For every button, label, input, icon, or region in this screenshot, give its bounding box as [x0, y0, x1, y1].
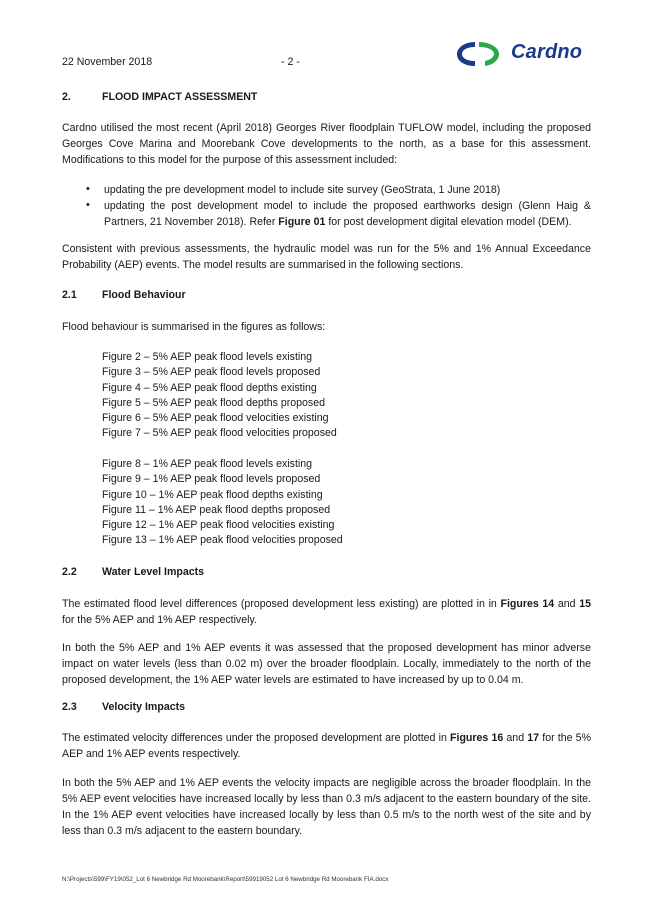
list-item: Figure 13 – 1% AEP peak flood velocities proposed — [102, 534, 343, 547]
section-2-3-title: Velocity Impacts — [102, 701, 186, 713]
bullet-item-1: updating the pre development model to include site survey (GeoStrata, 1 June 2018) — [104, 184, 501, 196]
list-item: Figure 11 – 1% AEP peak flood depths proposed — [102, 503, 331, 516]
section-2-intro: Cardno utilised the most recent (April 2018) Georges River floodplain TUFLOW model, including the proposed Georges Cove Marina and Moorebank Cove developments to the north, as a base for this assessment. Modifications to this model for the purpose of this assessment included: — [62, 122, 591, 166]
section-2-3-number: 2.3 — [62, 701, 77, 713]
list-item: Figure 4 – 5% AEP peak flood depths existing — [102, 381, 317, 394]
cardno-logo — [455, 38, 615, 70]
bullet-icon: • — [86, 199, 90, 211]
list-item: Figure 8 – 1% AEP peak flood levels existing — [102, 458, 313, 470]
list-item: Figure 12 – 1% AEP peak flood velocities existing — [102, 519, 335, 532]
section-2-para-2: Consistent with previous assessments, the hydraulic model was run for the 5% and 1% Annual Exceedance Probability (AEP) events. The model results are summarised in the following sections. — [62, 243, 591, 271]
list-item: Figure 3 – 5% AEP peak flood levels proposed — [102, 366, 321, 379]
section-2-number: 2. — [62, 91, 71, 103]
list-item: Figure 2 – 5% AEP peak flood levels existing — [102, 351, 313, 363]
section-2-2-para-2: In both the 5% AEP and 1% AEP events it was assessed that the proposed development has minor adverse impact on water levels (less than 0.02 m) over the broader floodplain. Locally, immediately to the north of the proposed development, the 1% AEP water levels are estimated to have increased by up to 0.04 m. — [62, 642, 591, 686]
bullet-icon: • — [86, 183, 90, 195]
logo-wordmark: Cardno — [511, 41, 583, 63]
list-item: Figure 7 – 5% AEP peak flood velocities proposed — [102, 427, 337, 440]
section-2-1-number: 2.1 — [62, 289, 77, 301]
page-number: - 2 - — [281, 56, 300, 68]
bullet-item-2: updating the post development model to include the proposed earthworks design (Glenn Haig & Partners, 21 November 2018). Refer Figure 01 for post development digital elevation model (DEM). — [104, 200, 591, 228]
list-item: Figure 5 – 5% AEP peak flood depths proposed — [102, 396, 326, 409]
section-2-3-para-2: In both the 5% AEP and 1% AEP events the velocity impacts are negligible across the broader floodplain. In the 5% AEP event velocities have increased locally by less than 0.3 m/s adjacent to the eastern boundary of the site. In the 1% AEP event velocities have increased locally by less than 0.5 m/s to the north west of the site and by less than 0.3 m/s adjacent to the eastern boundary. — [62, 777, 591, 837]
figure-list-5pct — [102, 350, 337, 442]
section-2-3-para-1: The estimated velocity differences under the proposed development are plotted in Figures 16 and 17 for the 5% AEP and 1% AEP events respectively. — [62, 732, 591, 760]
list-item: Figure 9 – 1% AEP peak flood levels proposed — [102, 473, 321, 486]
section-2-title: FLOOD IMPACT ASSESSMENT — [102, 91, 258, 103]
list-item: Figure 6 – 5% AEP peak flood velocities existing — [102, 412, 329, 425]
list-item: Figure 10 – 1% AEP peak flood depths existing — [102, 488, 323, 501]
section-2-2-para-1: The estimated flood level differences (proposed development less existing) are plotted in in Figures 14 and 15 for the 5% AEP and 1% AEP respectively. — [62, 598, 592, 626]
section-2-1-title: Flood Behaviour — [102, 289, 186, 301]
section-2-1-intro: Flood behaviour is summarised in the figures as follows: — [62, 321, 326, 333]
section-2-2-number: 2.2 — [62, 566, 77, 578]
footer-file-path: N:\Projects\599\FY19\052_Lot 6 Newbridge Rd Moorebank\Report\59919052 Lot 6 Newbridge Rd Moorebank FIA.docx — [62, 876, 389, 883]
document-date: 22 November 2018 — [62, 56, 153, 68]
figure-list-1pct — [102, 457, 343, 549]
section-2-2-title: Water Level Impacts — [102, 566, 205, 578]
